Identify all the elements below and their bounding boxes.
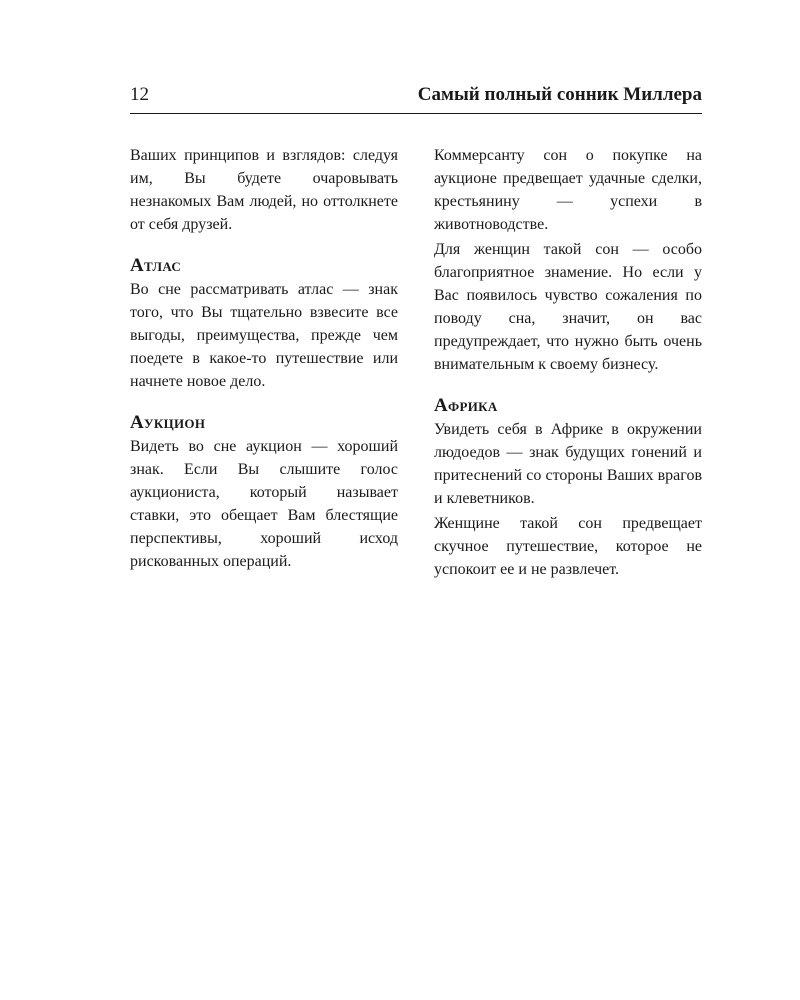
continuation-paragraph: Ваших принципов и взглядов: следуя им, Вы будете очаровывать незнакомых Вам людей, но оттолкнете от себя друзей. (130, 147, 398, 233)
entry-paragraph: Во сне рассматривать атлас — знак того, что Вы тщательно взвесите все выгоды, преимущества, прежде чем поедете в какое-то путешествие или начнете новое дело. (130, 281, 398, 390)
entry-paragraph: Видеть во сне аукцион — хороший знак. Если Вы слышите голос аукциониста, который называет ставки, это обещает Вам блестящие перспективы, хороший исход рискованных операций. (130, 438, 398, 570)
entry-heading: Аукцион (130, 412, 206, 433)
right-column (434, 144, 702, 583)
continuation-paragraph: Для женщин такой сон — особо благоприятное знамение. Но если у Вас появилось чувство сожаления по поводу сна, значит, он вас предупреждает, что нужно быть очень внимательным к своему бизнесу. (434, 241, 702, 373)
entry-heading: Атлас (130, 255, 182, 276)
running-header (130, 80, 702, 108)
entry-paragraph: Увидеть себя в Африке в окружении людоедов — знак будущих гонений и притеснений со стороны Ваших врагов и клеветников. (434, 421, 702, 507)
page-number: 12 (130, 84, 149, 105)
entry-paragraph: Женщине такой сон предвещает скучное путешествие, которое не успокоит ее и не развлечет. (434, 515, 702, 578)
entry-auction (130, 411, 398, 573)
continuation-paragraph: Коммерсанту сон о покупке на аукционе предвещает удачные сделки, крестьянину — успехи в животноводстве. (434, 147, 702, 233)
entry-atlas (130, 254, 398, 393)
entry-heading: Африка (434, 395, 498, 416)
header-rule (130, 113, 702, 114)
book-title: Самый полный сонник Миллера (417, 84, 702, 105)
entry-africa (434, 394, 702, 581)
left-column (130, 144, 398, 575)
